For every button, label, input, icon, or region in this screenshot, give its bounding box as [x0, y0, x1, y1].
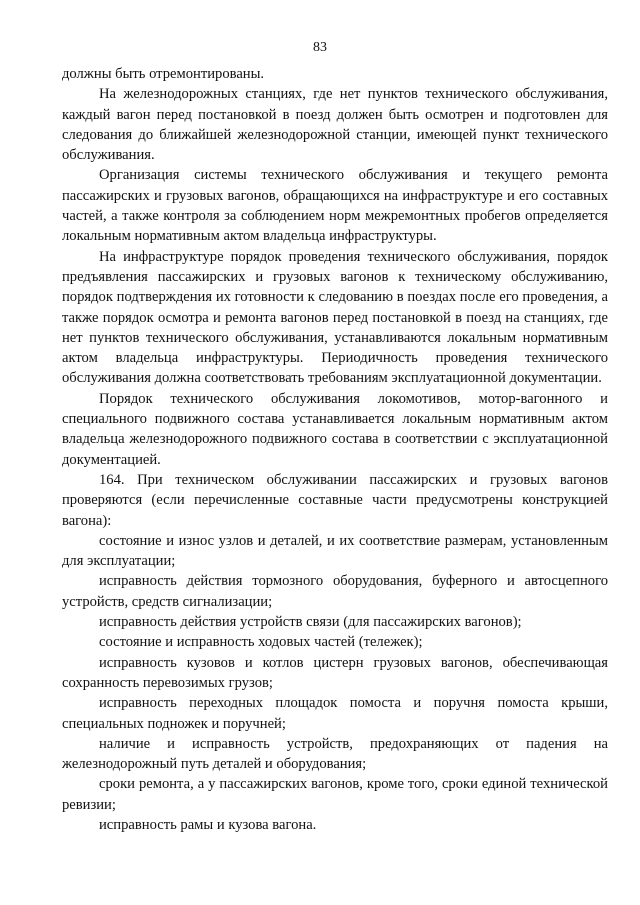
list-item: состояние и исправность ходовых частей (тележек);	[99, 634, 423, 651]
list-item: исправность переходных площадок помоста и поручня помоста крыши, специальных подножек и поручней;	[62, 695, 608, 732]
list-item: исправность рамы и кузова вагона.	[99, 816, 317, 833]
paragraph: Организация системы технического обслуживания и текущего ремонта пассажирских и грузовых вагонов, обращающихся на инфраструктуре и его составных частей, а также контроля за соблюдением норм межремонтных пробегов определяется локальным нормативным актом владельца инфраструктуры.	[62, 167, 608, 245]
list-item: состояние и износ узлов и деталей, и их соответствие размерам, установленным для эксплуатации;	[62, 532, 608, 570]
paragraph: Порядок технического обслуживания локомотивов, мотор-вагонного и специального подвижного состава устанавливается локальным нормативным актом владельца железнодорожного подвижного состава в соответствии с эксплуатационной документацией.	[62, 390, 608, 468]
page-number: 83	[313, 40, 327, 55]
paragraph-continuation: должны быть отремонтированы.	[62, 66, 265, 82]
paragraph-clause-164: 164. При техническом обслуживании пассажирских и грузовых вагонов проверяются (если перечисленные составные части предусмотрены конструкцией вагона):	[62, 471, 608, 529]
list-item: сроки ремонта, а у пассажирских вагонов, кроме того, сроки единой технической ревизии;	[62, 776, 608, 813]
paragraph: На железнодорожных станциях, где нет пунктов технического обслуживания, каждый вагон перед постановкой в поезд должен быть осмотрен и подготовлен для следования до ближайшей железнодорожной станции, имеющей пункт технического обслуживания.	[62, 86, 608, 164]
list-item: исправность действия тормозного оборудования, буферного и автосцепного устройств, средств сигнализации;	[62, 573, 608, 610]
page-content	[62, 64, 608, 835]
list-item: исправность действия устройств связи (для пассажирских вагонов);	[99, 614, 522, 631]
list-item: наличие и исправность устройств, предохраняющих от падения на железнодорожный путь деталей и оборудования;	[62, 735, 608, 773]
list-item: исправность кузовов и котлов цистерн грузовых вагонов, обеспечивающая сохранность перевозимых грузов;	[62, 654, 608, 691]
paragraph: На инфраструктуре порядок проведения технического обслуживания, порядок предъявления пассажирских и грузовых вагонов к техническому обслуживанию, порядок подтверждения их готовности к следованию в поездах после его проведения, а также порядок осмотра и ремонта вагонов перед постановкой в поезд на станциях, где нет пунктов технического обслуживания, устанавливаются локальным нормативным актом владельца инфраструктуры. Периодичность проведения технического обслуживания должна соответствовать требованиям эксплуатационной документации.	[62, 248, 608, 387]
